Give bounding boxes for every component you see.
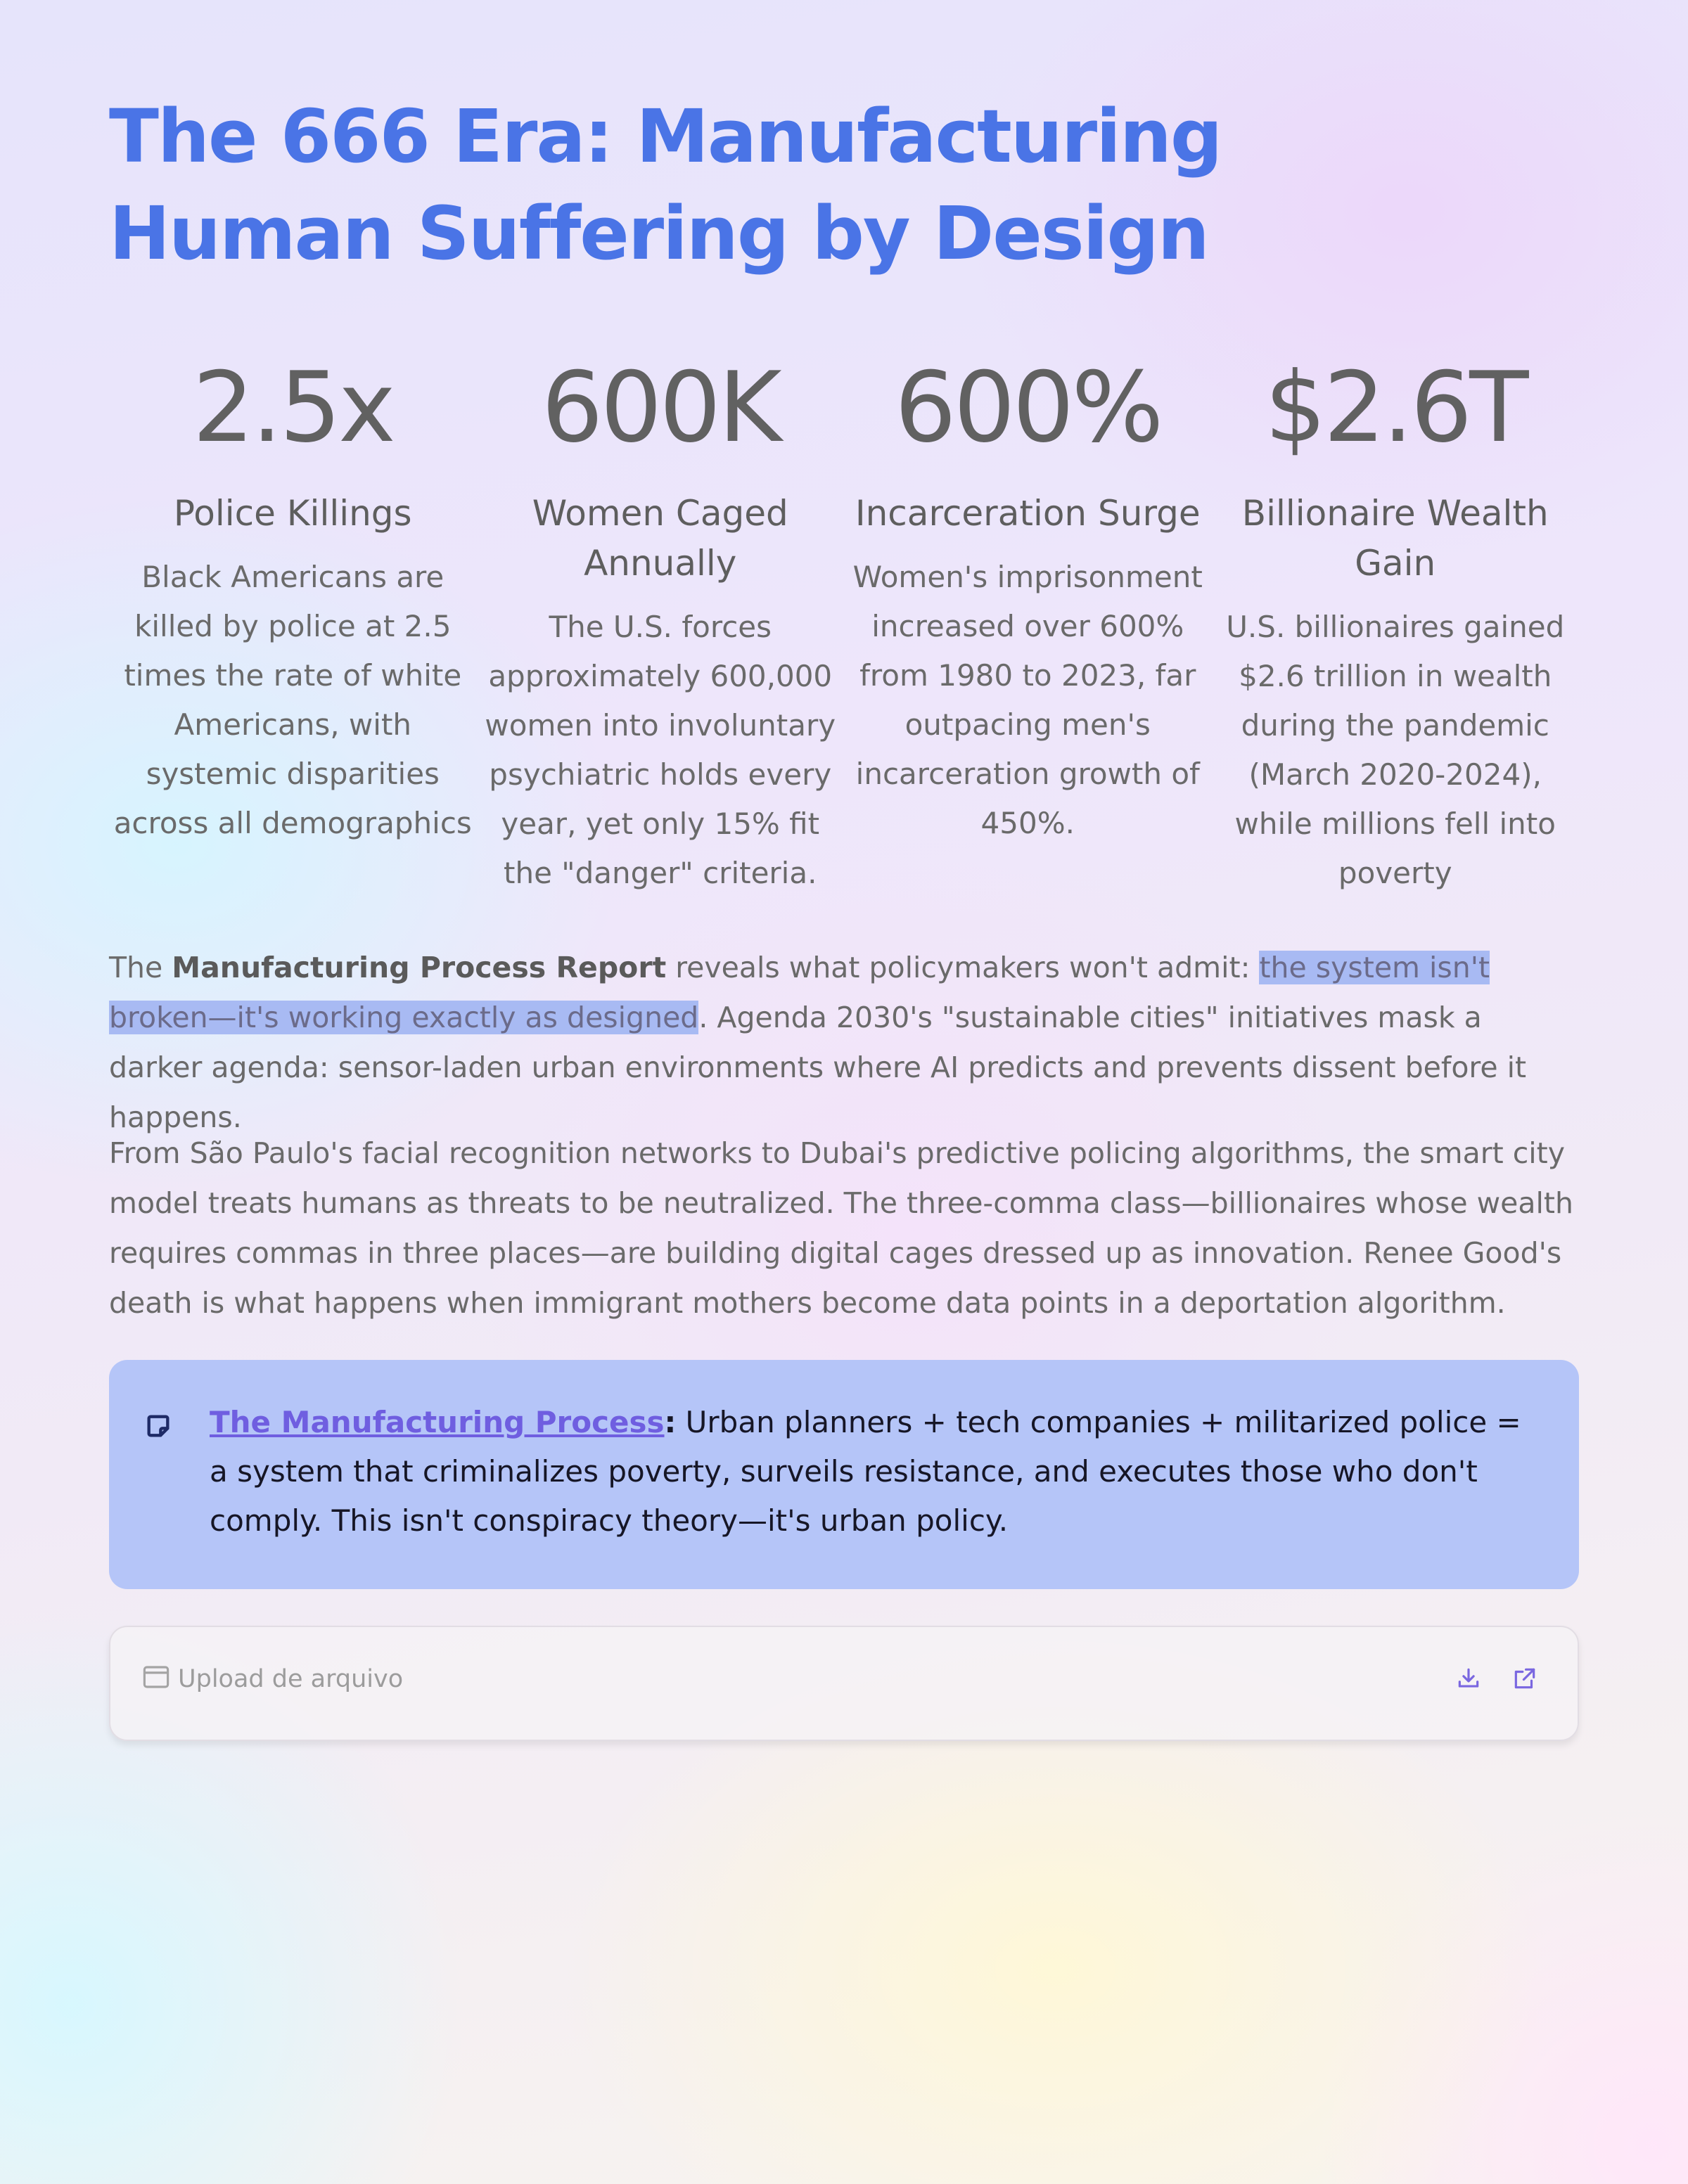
stat-description: Black Americans are killed by police at 2.5 times the rate of white Americans, with systemic disparities across all demographics [113, 560, 472, 840]
stat-value: 2.5x [192, 351, 393, 464]
file-upload-card[interactable] [109, 1626, 1579, 1741]
text: . Agenda 2030's "sustainable cities" initiatives mask a darker agenda: sensor-laden urban environments where AI predicts and prevents dissent before it happens. [109, 1001, 1527, 1134]
report-name: Manufacturing Process Report [172, 951, 667, 984]
stat-card [844, 348, 1212, 898]
stat-description: U.S. billionaires gained $2.6 trillion in wealth during the pandemic (March 2020-2024), while millions fell into poverty [1226, 610, 1565, 890]
callout-box [109, 1360, 1579, 1589]
text: The [109, 951, 172, 984]
body-paragraph: From São Paulo's facial recognition networks to Dubai's predictive policing algorithms, the smart city model treats humans as threats to be neutralized. The three-comma class—billionaires whose wealth requires commas in three places—are building digital cages dressed up as innovation. Renee Good's death is what happens when immigrant mothers become data points in a deportation algorithm. [109, 1136, 1573, 1320]
stat-label: Incarceration Surge [855, 493, 1201, 534]
highlighted-text[interactable]: the system isn't broken—it's working exactly as designed [109, 951, 1490, 1034]
stat-value: 600K [541, 351, 779, 464]
note-icon [144, 1412, 172, 1440]
callout-text [210, 1398, 1546, 1546]
stat-label: Women Caged Annually [532, 493, 788, 584]
stat-card [477, 348, 845, 898]
callout-body: Urban planners + tech companies + militarized police = a system that criminalizes poverty, surveils resistance, and executes those who don't comply. This isn't conspiracy theory—it's urban policy. [210, 1405, 1521, 1538]
intro-paragraph [109, 943, 1579, 1143]
download-icon[interactable] [1455, 1665, 1482, 1692]
colon: : [664, 1405, 677, 1439]
text: reveals what policymakers won't admit: [666, 951, 1260, 984]
stats-row [109, 348, 1579, 898]
stat-value: $2.6T [1264, 351, 1526, 464]
page-title: The 666 Era: Manufacturing Human Suffering by Design [109, 94, 1222, 276]
manufacturing-process-link[interactable]: The Manufacturing Process [210, 1405, 665, 1439]
stat-card [109, 348, 477, 898]
stat-label: Police Killings [173, 493, 412, 534]
stat-card [1212, 348, 1580, 898]
window-icon [141, 1662, 171, 1692]
stat-description: The U.S. forces approximately 600,000 women into involuntary psychiatric holds every year, yet only 15% fit the "danger" criteria. [485, 610, 836, 890]
upload-label: Upload de arquivo [178, 1665, 404, 1693]
stat-label: Billionaire Wealth Gain [1241, 493, 1549, 584]
stat-description: Women's imprisonment increased over 600% from 1980 to 2023, far outpacing men's incarceration growth of 450%. [852, 560, 1203, 840]
external-link-icon[interactable] [1511, 1665, 1538, 1692]
stat-value: 600% [894, 351, 1161, 464]
